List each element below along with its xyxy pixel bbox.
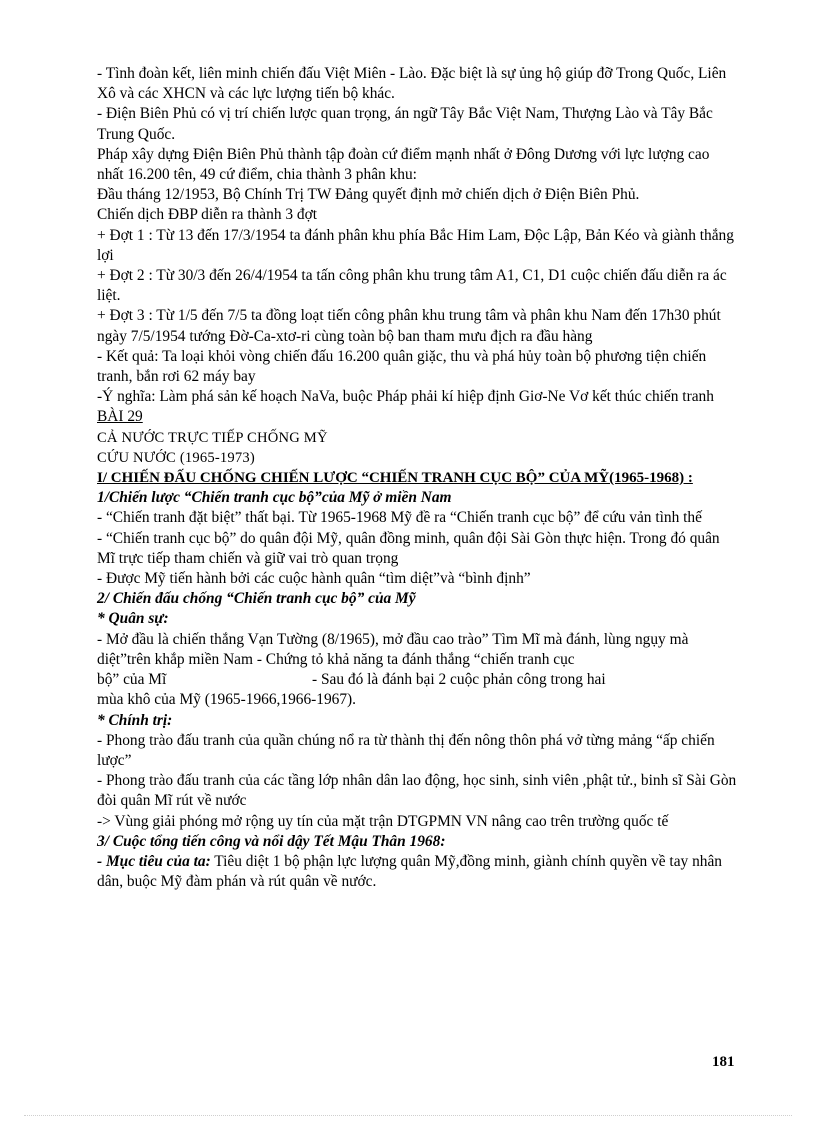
goal-text: Tiêu diệt 1 bộ phận lực lượng quân Mỹ,đồng minh, giành chính quyền về tay nhân dân, buộc Mỹ đàm phán và rút quân về nước.	[97, 852, 722, 891]
list-item: - “Chiến tranh đặt biệt” thất bại. Từ 1965-1968 Mỹ đề ra “Chiến tranh cục bộ” để cứu vản tình thế	[97, 509, 702, 527]
subsection-heading-2: 2/ Chiến đấu chống “Chiến tranh cục bộ” của Mỹ	[97, 590, 416, 608]
page-bottom-divider	[24, 1115, 792, 1116]
paragraph: - Tình đoàn kết, liên minh chiến đấu Việt Miên - Lào. Đặc biệt là sự ủng hộ giúp đỡ Trong Quốc, Liên Xô và các XHCN và các lực lượng tiến bộ khác.	[97, 65, 727, 103]
list-item: - Được Mỹ tiến hành bởi các cuộc hành quân “tìm diệt”và “bình định”	[97, 570, 531, 588]
list-item: - Phong trào đấu tranh của các tầng lớp nhân dân lao động, học sinh, sinh viên ,phật tử., binh sĩ Sài Gòn đòi quân Mĩ rút về nước	[97, 772, 737, 810]
paragraph: + Đợt 1 : Từ 13 đến 17/3/1954 ta đánh phân khu phía Bắc Him Lam, Độc Lập, Bản Kéo và giành thắng lợi	[97, 226, 734, 264]
military-split-left: bộ” của Mĩ	[97, 671, 167, 689]
military-end: mùa khô của Mỹ (1965-1966,1966-1967).	[97, 691, 357, 709]
military-text: - Mở đầu là chiến thắng Vạn Tường (8/1965), mở đầu cao trào” Tìm Mĩ mà đánh, lùng ngụy mà diệt”trên khắp miền Nam - Chứng tỏ khả năng ta đánh thắng “chiến tranh cục	[97, 630, 689, 668]
list-item: -> Vùng giải phóng mở rộng uy tín của mặt trận DTGPMN VN nâng cao trên trường quốc tế	[97, 812, 669, 830]
subsection-heading-1: 1/Chiến lược “Chiến tranh cục bộ”của Mỹ ở miền Nam	[97, 489, 452, 507]
paragraph: -Ý nghĩa: Làm phá sản kế hoạch NaVa, buộc Pháp phải kí hiệp định Giơ-Ne Vơ kết thúc chiến tranh	[97, 388, 714, 406]
goal-paragraph	[97, 852, 737, 892]
lesson-label: BÀI 29	[97, 408, 143, 426]
lesson-title-line2: CỨU NƯỚC (1965-1973)	[97, 449, 255, 466]
paragraph: Pháp xây dựng Điện Biên Phủ thành tập đoàn cứ điểm mạnh nhất ở Đông Dương với lực lượng cao nhất 16.200 tên, 49 cứ điểm, chia thành 3 phân khu:	[97, 145, 710, 184]
military-split-line	[97, 670, 737, 690]
lesson-title-line1: CẢ NƯỚC TRỰC TIẾP CHỐNG MỸ	[97, 429, 328, 446]
politics-label: * Chính trị:	[97, 711, 173, 729]
paragraph: Chiến dịch ĐBP diễn ra thành 3 đợt	[97, 206, 318, 224]
paragraph: - Điện Biên Phủ có vị trí chiến lược quan trọng, án ngữ Tây Bắc Việt Nam, Thượng Lào và Tây Bắc Trung Quốc.	[97, 105, 713, 143]
list-item: - Phong trào đấu tranh của quần chúng nổ ra từ thành thị đến nông thôn phá vở từng mảng “ấp chiến lược”	[97, 731, 715, 769]
paragraph: + Đợt 2 : Từ 30/3 đến 26/4/1954 ta tấn công phân khu trung tâm A1, C1, D1 cuộc chiến đấu diễn ra ác liệt.	[97, 267, 727, 305]
page-number: 181	[712, 1054, 735, 1070]
list-item: - “Chiến tranh cục bộ” do quân đội Mỹ, quân đồng minh, quân đội Sài Gòn thực hiện. Trong đó quân Mĩ trực tiếp tham chiến và giữ vai trò quan trọng	[97, 529, 720, 567]
paragraph: + Đợt 3 : Từ 1/5 đến 7/5 ta đồng loạt tiến công phân khu trung tâm và phân khu Nam đến 17h30 phút ngày 7/5/1954 tướng Đờ-Ca-xtơ-ri cùng toàn bộ ban tham mưu địch ra đầu hàng	[97, 307, 721, 345]
goal-label: - Mục tiêu của ta:	[97, 852, 211, 870]
paragraph: Đầu tháng 12/1953, Bộ Chính Trị TW Đảng quyết định mở chiến dịch ở Điện Biên Phủ.	[97, 186, 640, 204]
paragraph: - Kết quả: Ta loại khỏi vòng chiến đấu 16.200 quân giặc, thu và phá hủy toàn bộ phương tiện chiến tranh, bắn rơi 62 máy bay	[97, 347, 707, 386]
military-label: * Quân sự:	[97, 610, 169, 628]
section-heading: I/ CHIẾN ĐẤU CHỐNG CHIẾN LƯỢC “CHIẾN TRANH CỤC BỘ” CỦA MỸ(1965-1968) :	[97, 470, 693, 487]
subsection-heading-3: 3/ Cuộc tổng tiến công và nổi dậy Tết Mậu Thân 1968:	[97, 832, 446, 850]
page-content	[97, 64, 737, 892]
military-split-right: - Sau đó là đánh bại 2 cuộc phản công trong hai	[312, 671, 606, 689]
